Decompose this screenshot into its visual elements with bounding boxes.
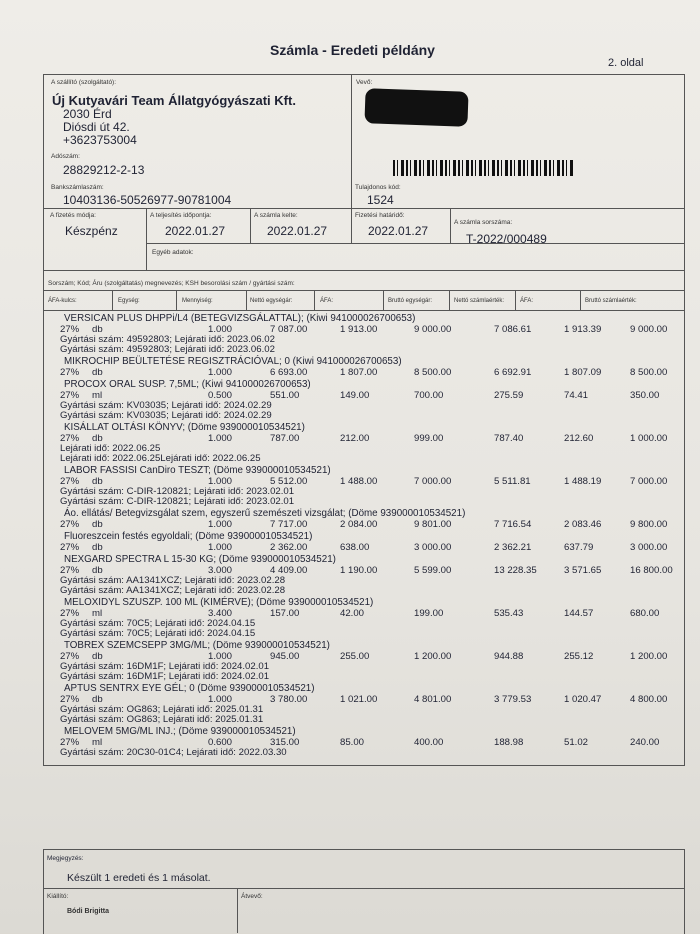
item-net: 944.88: [494, 651, 524, 662]
item-unit-gross: 4 801.00: [414, 694, 452, 705]
item-qty: 0.500: [208, 390, 233, 401]
item-gross: 680.00: [630, 608, 660, 619]
fulfilment-date-label: A teljesítés időpontja:: [150, 212, 212, 219]
item-vat-total: 255.12: [564, 651, 594, 662]
divider: [112, 290, 113, 310]
divider: [43, 310, 684, 311]
divider: [351, 74, 352, 208]
item-batch-info: Gyártási szám: OG863; Lejárati idő: 2025.01.31: [60, 704, 264, 715]
item-unit: db: [92, 433, 103, 444]
page-number: 2. oldal: [608, 57, 644, 69]
item-unit-vat: 1 913.00: [340, 324, 378, 335]
item-vat: 27%: [60, 542, 80, 553]
item-values-row: [50, 433, 680, 444]
item-qty: 1.000: [208, 433, 233, 444]
item-unit-gross: 8 500.00: [414, 367, 452, 378]
item-unit-net: 5 512.00: [270, 476, 308, 487]
divider: [351, 208, 352, 243]
item-unit-gross: 999.00: [414, 433, 444, 444]
item-unit-net: 157.00: [270, 608, 300, 619]
item-name: TOBREX SZEMCSEPP 3MG/ML; (Döme 939000010534521): [64, 640, 330, 651]
bank-account-label: Bankszámlaszám:: [51, 184, 104, 191]
divider: [314, 290, 315, 310]
item-name: PROCOX ORAL SUSP. 7,5ML; (Kiwi 941000026700653): [64, 379, 311, 390]
redacted-buyer-name: [364, 88, 468, 127]
item-name: MELOXIDYL SZUSZP. 100 ML (KIMÉRVE); (Döme 939000010534521): [64, 597, 374, 608]
item-unit-gross: 9 801.00: [414, 519, 452, 530]
item-unit: db: [92, 476, 103, 487]
invoice-item: [50, 726, 680, 758]
item-unit-vat: 1 021.00: [340, 694, 378, 705]
item-name: LABOR FASSISI CanDiro TESZT; (Döme 939000010534521): [64, 465, 331, 476]
item-gross: 8 500.00: [630, 367, 668, 378]
item-gross: 7 000.00: [630, 476, 668, 487]
item-qty: 1.000: [208, 542, 233, 553]
item-values-row: [50, 367, 680, 378]
item-qty: 1.000: [208, 367, 233, 378]
divider: [43, 270, 684, 271]
invoice-items: [50, 313, 680, 759]
item-qty: 1.000: [208, 519, 233, 530]
item-vat-total: 212.60: [564, 433, 594, 444]
seller-street: Diósdi út 42.: [63, 120, 130, 134]
item-vat: 27%: [60, 476, 80, 487]
item-gross: 350.00: [630, 390, 660, 401]
item-values-row: [50, 737, 680, 748]
item-name: MIKROCHIP BEÜLTETÉSE REGISZTRÁCIÓVAL; 0 (Kiwi 941000026700653): [64, 356, 402, 367]
item-vat: 27%: [60, 390, 80, 401]
note-label: Megjegyzés:: [47, 855, 84, 862]
issuer-name: Bódi Brigitta: [67, 908, 109, 915]
divider: [43, 888, 684, 889]
divider: [176, 290, 177, 310]
item-unit-net: 945.00: [270, 651, 300, 662]
item-vat-total: 1 913.39: [564, 324, 602, 335]
item-batch-info: Gyártási szám: AA1341XCZ; Lejárati idő: 2023.02.28: [60, 585, 286, 596]
due-date: 2022.01.27: [368, 224, 429, 238]
item-batch-info: Gyártási szám: AA1341XCZ; Lejárati idő: 2023.02.28: [60, 575, 286, 586]
divider: [449, 290, 450, 310]
payment-method-label: A fizetés módja:: [50, 212, 96, 219]
item-unit-vat: 638.00: [340, 542, 370, 553]
column-header: Bruttó számlaérték:: [585, 298, 637, 304]
item-vat: 27%: [60, 519, 80, 530]
fulfilment-date: 2022.01.27: [165, 224, 226, 238]
item-unit-net: 7 717.00: [270, 519, 308, 530]
item-gross: 16 800.00: [630, 565, 673, 576]
column-header: Mennyiség:: [182, 298, 213, 304]
item-unit-gross: 7 000.00: [414, 476, 452, 487]
divider: [515, 290, 516, 310]
item-batch-info: Lejárati idő: 2022.06.25: [60, 443, 161, 454]
item-unit-net: 3 780.00: [270, 694, 308, 705]
item-qty: 1.000: [208, 476, 233, 487]
item-unit-gross: 1 200.00: [414, 651, 452, 662]
item-unit-vat: 149.00: [340, 390, 370, 401]
invoice-item: [50, 356, 680, 378]
column-header: Nettó számlaérték:: [454, 298, 505, 304]
item-gross: 9 000.00: [630, 324, 668, 335]
invoice-item: [50, 313, 680, 355]
divider: [383, 290, 384, 310]
item-name: NEXGARD SPECTRA L 15-30 KG; (Döme 939000010534521): [64, 554, 336, 565]
item-qty: 1.000: [208, 324, 233, 335]
item-vat-total: 144.57: [564, 608, 594, 619]
item-vat-total: 1 020.47: [564, 694, 602, 705]
item-vat-total: 1 807.09: [564, 367, 602, 378]
item-unit-vat: 42.00: [340, 608, 365, 619]
owner-code-label: Tulajdonos kód:: [355, 184, 401, 191]
item-unit-gross: 3 000.00: [414, 542, 452, 553]
item-unit-net: 2 362.00: [270, 542, 308, 553]
column-header: ÁFA:: [520, 298, 534, 304]
item-name: KISÁLLAT OLTÁSI KÖNYV; (Döme 939000010534521): [64, 422, 305, 433]
invoice-item: [50, 422, 680, 464]
item-unit-vat: 1 190.00: [340, 565, 378, 576]
item-unit-gross: 5 599.00: [414, 565, 452, 576]
item-name: Fluoreszcein festés egyoldali; (Döme 939000010534521): [64, 531, 313, 542]
item-net: 787.40: [494, 433, 524, 444]
item-net: 3 779.53: [494, 694, 532, 705]
item-vat: 27%: [60, 324, 80, 335]
item-unit-net: 6 693.00: [270, 367, 308, 378]
item-unit-vat: 2 084.00: [340, 519, 378, 530]
item-unit-vat: 1 807.00: [340, 367, 378, 378]
item-qty: 1.000: [208, 651, 233, 662]
item-unit-net: 315.00: [270, 737, 300, 748]
divider: [43, 208, 684, 209]
item-unit-net: 787.00: [270, 433, 300, 444]
column-header: Nettó egységár:: [250, 298, 293, 304]
item-gross: 4 800.00: [630, 694, 668, 705]
divider: [237, 888, 238, 933]
item-unit-vat: 212.00: [340, 433, 370, 444]
item-batch-info: Gyártási szám: C-DIR-120821; Lejárati idő: 2023.02.01: [60, 486, 295, 497]
footer-box: [43, 849, 685, 934]
item-values-row: [50, 519, 680, 530]
divider: [580, 290, 581, 310]
item-vat-total: 637.79: [564, 542, 594, 553]
item-gross: 9 800.00: [630, 519, 668, 530]
item-values-row: [50, 608, 680, 619]
item-unit: ml: [92, 390, 103, 401]
item-net: 535.43: [494, 608, 524, 619]
item-values-row: [50, 476, 680, 487]
barcode: [393, 160, 573, 176]
divider: [450, 208, 451, 243]
column-header: ÁFA-kulcs:: [48, 298, 77, 304]
item-vat-total: 1 488.19: [564, 476, 602, 487]
invoice-item: [50, 508, 680, 530]
item-qty: 1.000: [208, 694, 233, 705]
item-vat-total: 3 571.65: [564, 565, 602, 576]
column-header: ÁFA:: [320, 298, 334, 304]
note-text: Készült 1 eredeti és 1 másolat.: [67, 872, 211, 884]
item-name: APTUS SENTRX EYE GÉL; 0 (Döme 939000010534521): [64, 683, 315, 694]
column-header: Egység:: [118, 298, 140, 304]
invoice-item: [50, 379, 680, 421]
item-batch-info: Gyártási szám: 16DM1F; Lejárati idő: 2024.02.01: [60, 671, 270, 682]
item-batch-info: Gyártási szám: OG863; Lejárati idő: 2025.01.31: [60, 714, 264, 725]
seller-phone: +3623753004: [63, 133, 137, 147]
item-gross: 3 000.00: [630, 542, 668, 553]
invoice-item: [50, 531, 680, 553]
item-batch-info: Gyártási szám: 70C5; Lejárati idő: 2024.04.15: [60, 628, 256, 639]
issue-date: 2022.01.27: [267, 224, 328, 238]
buyer-label: Vevő:: [356, 79, 373, 86]
item-batch-info: Gyártási szám: KV03035; Lejárati idő: 2024.02.29: [60, 410, 272, 421]
invoice-serial-label: A számla sorszáma:: [454, 219, 513, 226]
item-vat: 27%: [60, 694, 80, 705]
item-unit: db: [92, 367, 103, 378]
item-unit: db: [92, 324, 103, 335]
item-unit-net: 551.00: [270, 390, 300, 401]
payment-method: Készpénz: [65, 224, 118, 238]
item-values-row: [50, 542, 680, 553]
item-unit-vat: 85.00: [340, 737, 365, 748]
item-values-row: [50, 694, 680, 705]
item-batch-info: Gyártási szám: 49592803; Lejárati idő: 2023.06.02: [60, 344, 275, 355]
item-net: 5 511.81: [494, 476, 531, 487]
item-unit: db: [92, 565, 103, 576]
item-unit: db: [92, 651, 103, 662]
tax-number: 28829212-2-13: [63, 163, 145, 177]
item-unit-net: 4 409.00: [270, 565, 308, 576]
item-batch-info: Gyártási szám: 20C30-01C4; Lejárati idő: 2022.03.30: [60, 747, 287, 758]
divider: [146, 208, 147, 270]
item-qty: 0.600: [208, 737, 233, 748]
item-unit: ml: [92, 737, 103, 748]
item-unit-gross: 700.00: [414, 390, 444, 401]
column-header: Bruttó egységár:: [388, 298, 433, 304]
issue-date-label: A számla kelte:: [254, 212, 298, 219]
divider: [246, 290, 247, 310]
item-vat: 27%: [60, 651, 80, 662]
item-batch-info: Gyártási szám: C-DIR-120821; Lejárati idő: 2023.02.01: [60, 496, 295, 507]
item-gross: 240.00: [630, 737, 660, 748]
item-unit: db: [92, 519, 103, 530]
item-vat-total: 2 083.46: [564, 519, 602, 530]
invoice-item: [50, 640, 680, 682]
item-gross: 1 200.00: [630, 651, 668, 662]
item-batch-info: Gyártási szám: 70C5; Lejárati idő: 2024.04.15: [60, 618, 256, 629]
item-net: 2 362.21: [494, 542, 532, 553]
item-values-row: [50, 651, 680, 662]
item-net: 188.98: [494, 737, 524, 748]
owner-code: 1524: [367, 193, 394, 207]
item-batch-info: Gyártási szám: KV03035; Lejárati idő: 2024.02.29: [60, 400, 272, 411]
invoice-serial: T-2022/000489: [466, 232, 547, 246]
item-unit: db: [92, 542, 103, 553]
item-unit-gross: 199.00: [414, 608, 444, 619]
document-title: Számla - Eredeti példány: [270, 42, 435, 58]
item-values-row: [50, 565, 680, 576]
due-date-label: Fizetési határidő:: [355, 212, 405, 219]
item-batch-info: Lejárati idő: 2022.06.25Lejárati idő: 2022.06.25: [60, 453, 261, 464]
tax-number-label: Adószám:: [51, 153, 80, 160]
item-unit-vat: 1 488.00: [340, 476, 378, 487]
item-net: 7 716.54: [494, 519, 532, 530]
divider: [146, 243, 684, 244]
item-unit-vat: 255.00: [340, 651, 370, 662]
bank-account: 10403136-50526977-90781004: [63, 193, 232, 207]
issuer-label: Kiállító:: [47, 893, 69, 900]
item-name: VERSICAN PLUS DHPPi/L4 (BETEGVIZSGÁLATTAL); (Kiwi 941000026700653): [64, 313, 416, 324]
divider: [43, 290, 684, 291]
seller-city: 2030 Érd: [63, 107, 112, 121]
item-qty: 3.400: [208, 608, 233, 619]
invoice-item: [50, 554, 680, 596]
item-values-row: [50, 390, 680, 401]
item-net: 13 228.35: [494, 565, 537, 576]
item-qty: 3.000: [208, 565, 233, 576]
item-unit-gross: 400.00: [414, 737, 444, 748]
item-gross: 1 000.00: [630, 433, 668, 444]
item-unit: db: [92, 694, 103, 705]
seller-label: A szállító (szolgáltató):: [51, 79, 117, 86]
invoice-item: [50, 683, 680, 725]
divider: [250, 208, 251, 243]
item-name: Áo. ellátás/ Betegvizsgálat szem, egyszerű szemészeti vizsgálat; (Döme 939000010534521): [64, 508, 466, 519]
item-net: 6 692.91: [494, 367, 532, 378]
item-vat-total: 74.41: [564, 390, 589, 401]
item-vat: 27%: [60, 433, 80, 444]
item-net: 7 086.61: [494, 324, 532, 335]
item-name: MELOVEM 5MG/ML INJ.; (Döme 939000010534521): [64, 726, 296, 737]
item-vat: 27%: [60, 608, 80, 619]
item-values-row: [50, 324, 680, 335]
invoice-item: [50, 465, 680, 507]
item-vat-total: 51.02: [564, 737, 589, 748]
item-vat: 27%: [60, 737, 80, 748]
invoice-item: [50, 597, 680, 639]
item-batch-info: Gyártási szám: 16DM1F; Lejárati idő: 2024.02.01: [60, 661, 270, 672]
item-vat: 27%: [60, 367, 80, 378]
item-unit-net: 7 087.00: [270, 324, 308, 335]
item-batch-info: Gyártási szám: 49592803; Lejárati idő: 2023.06.02: [60, 334, 275, 345]
table-header-line: Sorszám; Kód; Áru (szolgáltatás) megnevezés; KSH besorolási szám / gyártási szám:: [48, 280, 295, 287]
item-vat: 27%: [60, 565, 80, 576]
receiver-label: Átvevő:: [241, 893, 263, 900]
other-data-label: Egyéb adatok:: [152, 249, 194, 256]
item-unit-gross: 9 000.00: [414, 324, 452, 335]
seller-name: Új Kutyavári Team Állatgyógyászati Kft.: [52, 93, 296, 108]
item-unit: ml: [92, 608, 103, 619]
item-net: 275.59: [494, 390, 524, 401]
